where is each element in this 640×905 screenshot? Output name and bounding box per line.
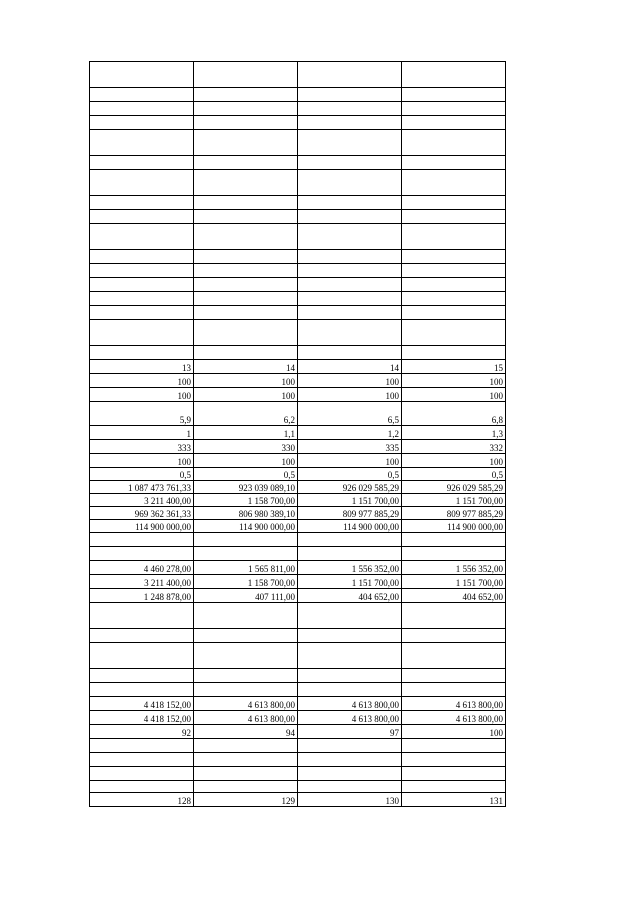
table-cell: 1 087 473 761,33 xyxy=(90,481,194,494)
table-cell: 1 158 700,00 xyxy=(194,575,298,589)
table-row xyxy=(90,669,506,683)
table-cell: 92 xyxy=(90,725,194,739)
table-cell: 114 900 000,00 xyxy=(90,520,194,533)
table-cell xyxy=(298,629,402,643)
table-cell xyxy=(194,533,298,547)
table-cell xyxy=(298,603,402,629)
table-cell: 6,5 xyxy=(298,402,402,426)
table-cell: 100 xyxy=(194,374,298,388)
table-cell xyxy=(402,250,506,264)
table-cell xyxy=(402,767,506,781)
table-cell xyxy=(402,603,506,629)
table-cell xyxy=(298,547,402,561)
table-cell: 926 029 585,29 xyxy=(402,481,506,494)
table-cell xyxy=(90,62,194,88)
table-cell xyxy=(194,196,298,210)
table-row xyxy=(90,454,506,468)
table-row xyxy=(90,250,506,264)
table-cell: 13 xyxy=(90,360,194,374)
table-row xyxy=(90,753,506,767)
table-row xyxy=(90,102,506,116)
table-cell xyxy=(90,196,194,210)
table-row xyxy=(90,170,506,196)
table-cell: 809 977 885,29 xyxy=(298,507,402,520)
table-cell xyxy=(90,292,194,306)
table-cell: 100 xyxy=(194,388,298,402)
table-cell xyxy=(298,306,402,320)
table-cell xyxy=(90,533,194,547)
table-cell xyxy=(90,346,194,360)
table-row xyxy=(90,711,506,725)
table-cell: 15 xyxy=(402,360,506,374)
table-cell: 6,8 xyxy=(402,402,506,426)
table-cell: 1 151 700,00 xyxy=(298,575,402,589)
table-row xyxy=(90,643,506,669)
table-row xyxy=(90,360,506,374)
table-cell: 100 xyxy=(298,374,402,388)
table-cell xyxy=(298,224,402,250)
table-cell: 114 900 000,00 xyxy=(298,520,402,533)
table-cell xyxy=(194,250,298,264)
table-cell: 335 xyxy=(298,440,402,454)
table-cell xyxy=(90,683,194,697)
table-cell xyxy=(90,753,194,767)
table-cell xyxy=(194,781,298,793)
table-row xyxy=(90,739,506,753)
table-cell: 0,5 xyxy=(298,468,402,481)
table-cell xyxy=(402,547,506,561)
table-cell xyxy=(90,250,194,264)
table-cell xyxy=(402,533,506,547)
table-cell: 4 613 800,00 xyxy=(194,711,298,725)
table-row xyxy=(90,725,506,739)
table-cell xyxy=(90,603,194,629)
table-cell xyxy=(194,130,298,156)
table-cell xyxy=(90,116,194,130)
table-row xyxy=(90,781,506,793)
table-cell xyxy=(298,533,402,547)
table-cell: 14 xyxy=(298,360,402,374)
table-cell: 969 362 361,33 xyxy=(90,507,194,520)
table-cell xyxy=(90,210,194,224)
table-cell xyxy=(194,603,298,629)
table-cell: 1 151 700,00 xyxy=(402,575,506,589)
table-cell: 1 158 700,00 xyxy=(194,494,298,507)
table-cell xyxy=(402,116,506,130)
table-cell: 100 xyxy=(90,388,194,402)
table-row xyxy=(90,481,506,494)
table-cell: 100 xyxy=(402,374,506,388)
table-cell xyxy=(298,170,402,196)
table-row xyxy=(90,468,506,481)
table-row xyxy=(90,130,506,156)
table-cell xyxy=(194,264,298,278)
table-cell: 404 652,00 xyxy=(402,589,506,603)
table-row xyxy=(90,346,506,360)
table-cell xyxy=(194,278,298,292)
table-cell xyxy=(402,170,506,196)
table-cell xyxy=(194,156,298,170)
table-cell xyxy=(194,753,298,767)
table-cell xyxy=(298,753,402,767)
table-cell: 1 151 700,00 xyxy=(298,494,402,507)
table-cell: 129 xyxy=(194,793,298,807)
table-cell xyxy=(194,346,298,360)
table-cell xyxy=(402,629,506,643)
table-row xyxy=(90,697,506,711)
table-cell: 1 248 878,00 xyxy=(90,589,194,603)
table-cell: 14 xyxy=(194,360,298,374)
table-cell xyxy=(402,102,506,116)
table-cell: 100 xyxy=(298,388,402,402)
table-cell: 6,2 xyxy=(194,402,298,426)
table-cell xyxy=(194,102,298,116)
table-cell xyxy=(298,156,402,170)
table-row xyxy=(90,62,506,88)
table-cell xyxy=(298,643,402,669)
table-cell xyxy=(90,306,194,320)
table-cell xyxy=(402,781,506,793)
table-cell: 100 xyxy=(402,725,506,739)
table-row xyxy=(90,683,506,697)
table-cell xyxy=(298,210,402,224)
table-cell: 1,1 xyxy=(194,426,298,440)
table-cell: 4 613 800,00 xyxy=(402,711,506,725)
table-row xyxy=(90,278,506,292)
table-cell xyxy=(402,130,506,156)
table-cell: 4 460 278,00 xyxy=(90,561,194,575)
table-cell xyxy=(298,130,402,156)
table-cell xyxy=(298,62,402,88)
table-row xyxy=(90,547,506,561)
table-row xyxy=(90,388,506,402)
table-row xyxy=(90,629,506,643)
table-cell xyxy=(90,224,194,250)
table-cell xyxy=(194,170,298,196)
table-cell: 114 900 000,00 xyxy=(402,520,506,533)
table-cell xyxy=(402,320,506,346)
table-row xyxy=(90,440,506,454)
table-cell: 404 652,00 xyxy=(298,589,402,603)
table-cell: 333 xyxy=(90,440,194,454)
table-cell: 100 xyxy=(90,454,194,468)
table-cell xyxy=(90,547,194,561)
table-cell xyxy=(402,683,506,697)
table-cell xyxy=(194,306,298,320)
table-cell xyxy=(90,170,194,196)
table-row xyxy=(90,402,506,426)
table-cell xyxy=(194,547,298,561)
table-cell xyxy=(194,643,298,669)
table-cell: 100 xyxy=(402,388,506,402)
table-cell xyxy=(90,767,194,781)
table-cell: 130 xyxy=(298,793,402,807)
table-row xyxy=(90,426,506,440)
table-cell: 0,5 xyxy=(402,468,506,481)
table-body xyxy=(90,62,506,807)
table-cell xyxy=(90,643,194,669)
table-cell xyxy=(402,739,506,753)
table-cell xyxy=(90,88,194,102)
table-cell: 923 039 089,10 xyxy=(194,481,298,494)
table-cell: 97 xyxy=(298,725,402,739)
table-row xyxy=(90,520,506,533)
table-cell: 330 xyxy=(194,440,298,454)
table-cell xyxy=(298,739,402,753)
table-cell: 100 xyxy=(90,374,194,388)
table-cell xyxy=(194,767,298,781)
table-cell xyxy=(402,292,506,306)
table-cell: 407 111,00 xyxy=(194,589,298,603)
table-cell: 5,9 xyxy=(90,402,194,426)
table-row xyxy=(90,374,506,388)
table-cell xyxy=(194,116,298,130)
table-cell: 114 900 000,00 xyxy=(194,520,298,533)
table-row xyxy=(90,306,506,320)
table-cell xyxy=(402,278,506,292)
table-row xyxy=(90,88,506,102)
table-cell xyxy=(402,156,506,170)
table-cell: 4 418 152,00 xyxy=(90,697,194,711)
table-row xyxy=(90,507,506,520)
table-cell xyxy=(402,669,506,683)
table-cell xyxy=(90,781,194,793)
table-row xyxy=(90,494,506,507)
table-cell xyxy=(402,224,506,250)
table-cell xyxy=(194,683,298,697)
table-row xyxy=(90,224,506,250)
table-row xyxy=(90,116,506,130)
table-cell xyxy=(194,320,298,346)
table-cell: 1 xyxy=(90,426,194,440)
table-cell: 0,5 xyxy=(194,468,298,481)
table-row xyxy=(90,156,506,170)
table-cell xyxy=(194,629,298,643)
table-cell xyxy=(194,292,298,306)
table-cell xyxy=(402,62,506,88)
table-cell xyxy=(402,306,506,320)
table-cell: 0,5 xyxy=(90,468,194,481)
table-cell: 100 xyxy=(298,454,402,468)
table-cell: 100 xyxy=(194,454,298,468)
table-cell: 128 xyxy=(90,793,194,807)
table-cell xyxy=(298,292,402,306)
table-cell: 94 xyxy=(194,725,298,739)
table-cell: 131 xyxy=(402,793,506,807)
table-row xyxy=(90,561,506,575)
table-row xyxy=(90,196,506,210)
table-cell xyxy=(90,278,194,292)
data-table xyxy=(89,61,506,807)
table-cell: 4 613 800,00 xyxy=(194,697,298,711)
table-row xyxy=(90,264,506,278)
table-cell xyxy=(90,320,194,346)
table-cell xyxy=(194,739,298,753)
table-cell xyxy=(90,739,194,753)
table-row xyxy=(90,793,506,807)
table-cell xyxy=(298,669,402,683)
table-cell xyxy=(402,196,506,210)
table-cell: 4 613 800,00 xyxy=(298,711,402,725)
table-cell xyxy=(298,88,402,102)
table-cell xyxy=(402,753,506,767)
table-cell xyxy=(90,669,194,683)
table-cell: 4 613 800,00 xyxy=(402,697,506,711)
table-cell xyxy=(298,320,402,346)
table-cell xyxy=(298,767,402,781)
table-cell: 4 418 152,00 xyxy=(90,711,194,725)
table-cell xyxy=(298,116,402,130)
table-cell: 3 211 400,00 xyxy=(90,494,194,507)
table-row xyxy=(90,292,506,306)
table-cell xyxy=(298,196,402,210)
table-cell xyxy=(402,264,506,278)
table-cell xyxy=(194,62,298,88)
table-cell xyxy=(194,210,298,224)
table-cell: 1 556 352,00 xyxy=(298,561,402,575)
table-cell xyxy=(298,250,402,264)
table-row xyxy=(90,767,506,781)
table-cell xyxy=(90,130,194,156)
table-cell xyxy=(298,683,402,697)
table-cell xyxy=(194,669,298,683)
table-row xyxy=(90,575,506,589)
table-row xyxy=(90,210,506,224)
table-cell: 1,2 xyxy=(298,426,402,440)
table-cell xyxy=(402,643,506,669)
table-cell xyxy=(194,88,298,102)
table-cell: 1 151 700,00 xyxy=(402,494,506,507)
table-cell xyxy=(298,781,402,793)
table-cell: 1 556 352,00 xyxy=(402,561,506,575)
table-cell: 1 565 811,00 xyxy=(194,561,298,575)
table-cell: 332 xyxy=(402,440,506,454)
table-cell xyxy=(298,264,402,278)
table-cell: 4 613 800,00 xyxy=(298,697,402,711)
table-cell xyxy=(298,102,402,116)
table-row xyxy=(90,603,506,629)
table-cell xyxy=(298,346,402,360)
table-cell xyxy=(402,88,506,102)
table-cell: 3 211 400,00 xyxy=(90,575,194,589)
table-cell xyxy=(402,346,506,360)
table-cell xyxy=(90,156,194,170)
table-cell xyxy=(90,264,194,278)
table-row xyxy=(90,533,506,547)
table-row xyxy=(90,320,506,346)
table-cell: 1,3 xyxy=(402,426,506,440)
table-cell: 809 977 885,29 xyxy=(402,507,506,520)
table-cell: 100 xyxy=(402,454,506,468)
table-cell: 806 980 389,10 xyxy=(194,507,298,520)
table-cell xyxy=(90,629,194,643)
table-cell: 926 029 585,29 xyxy=(298,481,402,494)
table-cell xyxy=(90,102,194,116)
table-row xyxy=(90,589,506,603)
table-cell xyxy=(298,278,402,292)
table-cell xyxy=(402,210,506,224)
table-cell xyxy=(194,224,298,250)
